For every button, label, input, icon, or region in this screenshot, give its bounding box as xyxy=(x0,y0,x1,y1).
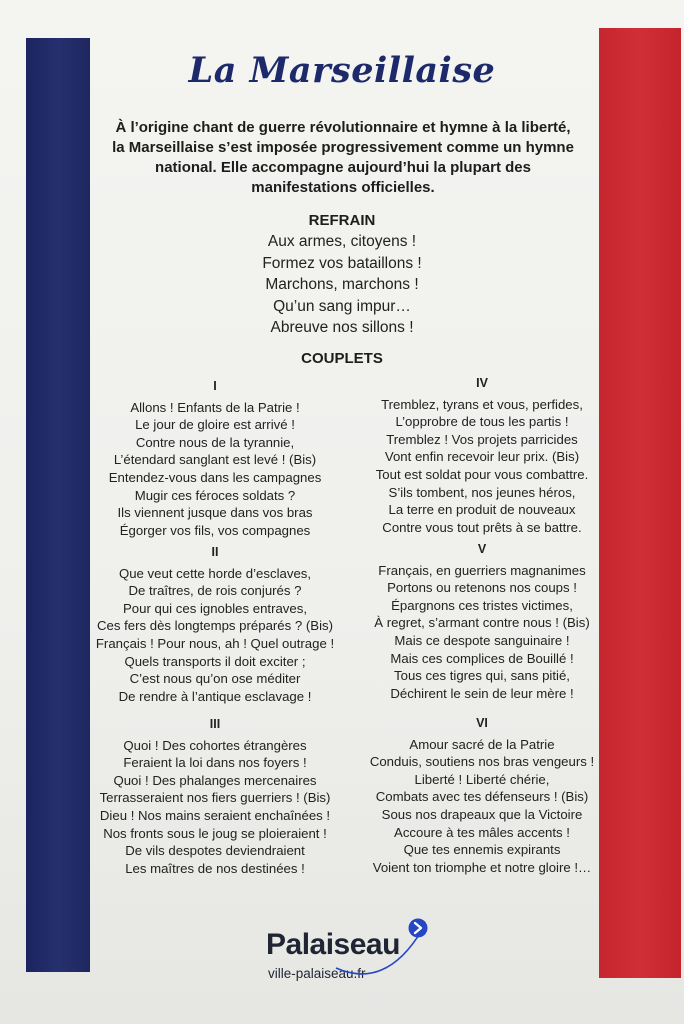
couplet-line: Français, en guerriers magnanimes xyxy=(378,562,586,578)
intro-paragraph: À l’origine chant de guerre révolutionnaire et hymne à la liberté, la Marseillaise s’est imposée progressivement comme un hymne national. Elle accompagne aujourd’hui la plupart des manifestations officielles. xyxy=(112,119,574,196)
refrain-line: Aux armes, citoyens ! xyxy=(267,233,417,250)
couplet-line: Mugir ces féroces soldats ? xyxy=(134,487,296,503)
couplet-line: Que tes ennemis expirants xyxy=(403,842,561,858)
couplet-line: L’étendard sanglant est levé ! (Bis) xyxy=(113,452,317,468)
couplet-line: Quoi ! Des cohortes étrangères xyxy=(123,737,307,753)
couplet-line: Que veut cette horde d’esclaves, xyxy=(118,565,312,581)
couplet-line: Nos fronts sous le joug se ploieraient ! xyxy=(103,825,327,841)
couplet-line: Dieu ! Nos mains seraient enchaînées ! xyxy=(99,807,331,823)
couplet-line: Le jour de gloire est arrivé ! xyxy=(135,417,295,433)
couplet-line: Contre nous de la tyrannie, xyxy=(135,434,295,450)
page-title: La Marseillaise xyxy=(188,50,496,91)
couplet-line: Pour qui ces ignobles entraves, xyxy=(122,600,307,616)
couplet-line: Liberté ! Liberté chérie, xyxy=(414,771,550,787)
couplet-line: Conduis, soutiens nos bras vengeurs ! xyxy=(369,754,595,770)
couplet-line: Mais ces complices de Bouillé ! xyxy=(390,650,574,666)
couplet-2 xyxy=(75,544,355,705)
couplet-number: III xyxy=(209,717,221,731)
couplet-line: Terrasseraient nos fiers guerriers ! (Bis) xyxy=(99,790,331,806)
refrain-line: Formez vos bataillons ! xyxy=(262,254,422,272)
couplet-line: Tremblez, tyrans et vous, perfides, xyxy=(381,396,583,412)
couplet-number: IV xyxy=(476,376,488,390)
couplet-line: L’opprobre de tous les partis ! xyxy=(395,414,569,430)
couplet-line: Les maîtres de nos destinées ! xyxy=(125,860,305,876)
couplet-line: Déchirent le sein de leur mère ! xyxy=(390,685,574,701)
couplets-heading: COUPLETS xyxy=(301,350,383,367)
refrain-line: Marchons, marchons ! xyxy=(265,276,419,293)
couplet-6 xyxy=(342,715,622,876)
couplet-line: Ces fers dès longtemps préparés ? (Bis) xyxy=(96,618,333,634)
couplet-line: Feraient la loi dans nos foyers ! xyxy=(123,755,307,771)
couplet-line: Épargnons ces tristes victimes, xyxy=(391,597,573,613)
couplet-line: Sous nos drapeaux que la Victoire xyxy=(381,806,583,822)
couplet-line: De traîtres, de rois conjurés ? xyxy=(128,583,302,599)
refrain-line: Abreuve nos sillons ! xyxy=(270,319,414,336)
couplet-line: Tous ces tigres qui, sans pitié, xyxy=(394,668,570,684)
couplet-number: V xyxy=(477,542,487,556)
couplet-line: De vils despotes deviendraient xyxy=(125,843,305,859)
couplet-number: VI xyxy=(476,716,488,730)
couplet-line: Quels transports il doit exciter ; xyxy=(124,653,306,669)
couplet-line: Vont enfin recevoir leur prix. (Bis) xyxy=(384,449,580,465)
couplet-line: Voient ton triomphe et notre gloire !… xyxy=(372,859,592,875)
couplet-line: Contre vous tout prêts à se battre. xyxy=(382,519,582,535)
couplet-line: Mais ce despote sanguinaire ! xyxy=(394,632,570,648)
couplet-number: II xyxy=(211,545,219,559)
palaiseau-logo xyxy=(266,924,436,984)
refrain-heading: REFRAIN xyxy=(308,212,376,229)
couplet-line: Amour sacré de la Patrie xyxy=(409,736,555,752)
couplet-line: S’ils tombent, nos jeunes héros, xyxy=(388,484,576,500)
couplet-line: Quoi ! Des phalanges mercenaires xyxy=(113,772,317,788)
couplet-line: Tremblez ! Vos projets parricides xyxy=(386,431,578,447)
couplet-line: Ils viennent jusque dans vos bras xyxy=(117,505,313,521)
couplet-line: Allons ! Enfants de la Patrie ! xyxy=(130,399,300,415)
couplet-line: Égorger vos fils, vos compagnes xyxy=(119,522,311,538)
logo-name: Palaiseau xyxy=(266,928,400,961)
logo-swoosh-icon xyxy=(326,920,436,984)
couplet-4 xyxy=(342,375,622,536)
couplet-1 xyxy=(75,378,355,539)
couplet-line: De rendre à l’antique esclavage ! xyxy=(118,688,312,704)
couplet-3 xyxy=(75,716,355,877)
couplet-line: Accoure à tes mâles accents ! xyxy=(394,824,570,840)
couplet-line: Entendez-vous dans les campagnes xyxy=(108,469,322,485)
couplet-line: Portons ou retenons nos coups ! xyxy=(387,580,577,596)
refrain-line: Qu’un sang impur… xyxy=(273,297,411,315)
couplet-line: Combats avec tes défenseurs ! (Bis) xyxy=(375,789,589,805)
couplet-line: À regret, s’armant contre nous ! (Bis) xyxy=(374,615,590,631)
couplet-5 xyxy=(342,541,622,702)
logo-url: ville-palaiseau.fr xyxy=(268,966,366,981)
couplet-line: C’est nous qu’on ose méditer xyxy=(129,671,301,687)
couplet-line: La terre en produit de nouveaux xyxy=(388,502,576,518)
couplet-line: Français ! Pour nous, ah ! Quel outrage ! xyxy=(95,635,335,651)
couplet-line: Tout est soldat pour vous combattre. xyxy=(375,466,589,482)
refrain-lines xyxy=(0,231,684,339)
couplet-number: I xyxy=(213,379,217,393)
